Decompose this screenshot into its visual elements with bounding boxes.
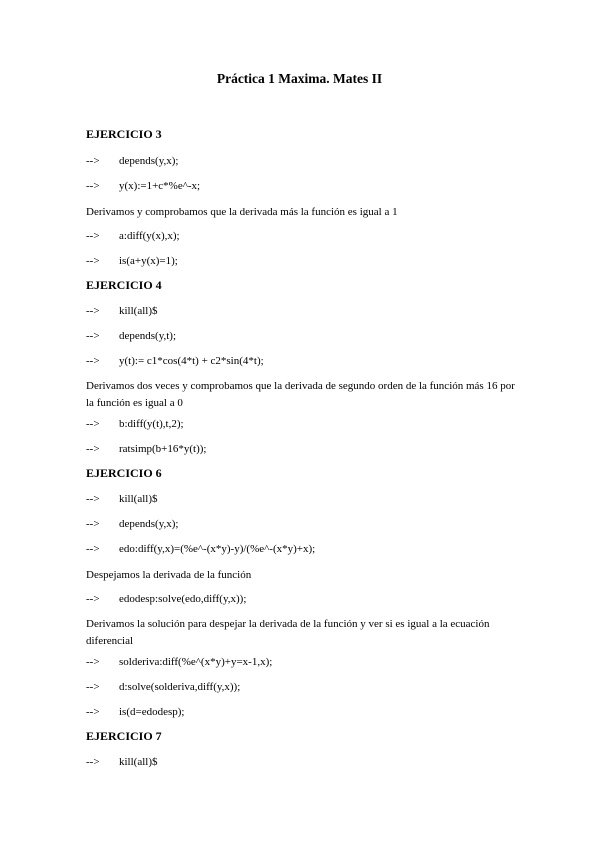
prompt-arrow: -->	[86, 255, 100, 267]
command-code: is(a+y(x)=1);	[119, 255, 178, 267]
command-code: solderiva:diff(%e^(x*y)+y=x-1,x);	[119, 656, 273, 668]
section-heading: EJERCICIO 7	[86, 729, 162, 743]
paragraph: Derivamos y comprobamos que la derivada más la función es igual a 1	[86, 206, 398, 218]
command-code: b:diff(y(t),t,2);	[119, 418, 184, 430]
paragraph: Derivamos dos veces y comprobamos que la derivada de segundo orden de la función más 16 por la función es igual a 0	[86, 380, 515, 409]
command-code: d:solve(solderiva,diff(y,x));	[119, 681, 241, 693]
prompt-arrow: -->	[86, 756, 100, 768]
command-code: kill(all)$	[119, 305, 158, 317]
paragraph: Derivamos la solución para despejar la derivada de la función y ver si es igual a la ecuación diferencial	[86, 618, 490, 647]
prompt-arrow: -->	[86, 681, 100, 693]
command-code: y(t):= c1*cos(4*t) + c2*sin(4*t);	[119, 355, 264, 367]
prompt-arrow: -->	[86, 493, 100, 505]
section-heading: EJERCICIO 3	[86, 127, 162, 141]
prompt-arrow: -->	[86, 180, 100, 192]
prompt-arrow: -->	[86, 443, 100, 455]
prompt-arrow: -->	[86, 543, 100, 555]
section-heading: EJERCICIO 6	[86, 466, 162, 480]
section-heading: EJERCICIO 4	[86, 278, 162, 292]
command-code: y(x):=1+c*%e^-x;	[119, 180, 201, 192]
command-code: depends(y,x);	[119, 155, 179, 167]
prompt-arrow: -->	[86, 418, 100, 430]
command-code: kill(all)$	[119, 493, 158, 505]
prompt-arrow: -->	[86, 305, 100, 317]
prompt-arrow: -->	[86, 706, 100, 718]
prompt-arrow: -->	[86, 230, 100, 242]
command-code: is(d=edodesp);	[119, 706, 185, 718]
prompt-arrow: -->	[86, 518, 100, 530]
command-code: edodesp:solve(edo,diff(y,x));	[119, 593, 247, 605]
command-code: depends(y,t);	[119, 330, 177, 342]
prompt-arrow: -->	[86, 593, 100, 605]
command-code: kill(all)$	[119, 756, 158, 768]
prompt-arrow: -->	[86, 656, 100, 668]
prompt-arrow: -->	[86, 155, 100, 167]
prompt-arrow: -->	[86, 355, 100, 367]
command-code: edo:diff(y,x)=(%e^-(x*y)-y)/(%e^-(x*y)+x);	[119, 543, 316, 555]
paragraph: Despejamos la derivada de la función	[86, 569, 252, 581]
command-code: a:diff(y(x),x);	[119, 230, 180, 242]
document-title: Práctica 1 Maxima. Mates II	[216, 71, 383, 86]
command-code: ratsimp(b+16*y(t));	[119, 443, 207, 455]
prompt-arrow: -->	[86, 330, 100, 342]
command-code: depends(y,x);	[119, 518, 179, 530]
